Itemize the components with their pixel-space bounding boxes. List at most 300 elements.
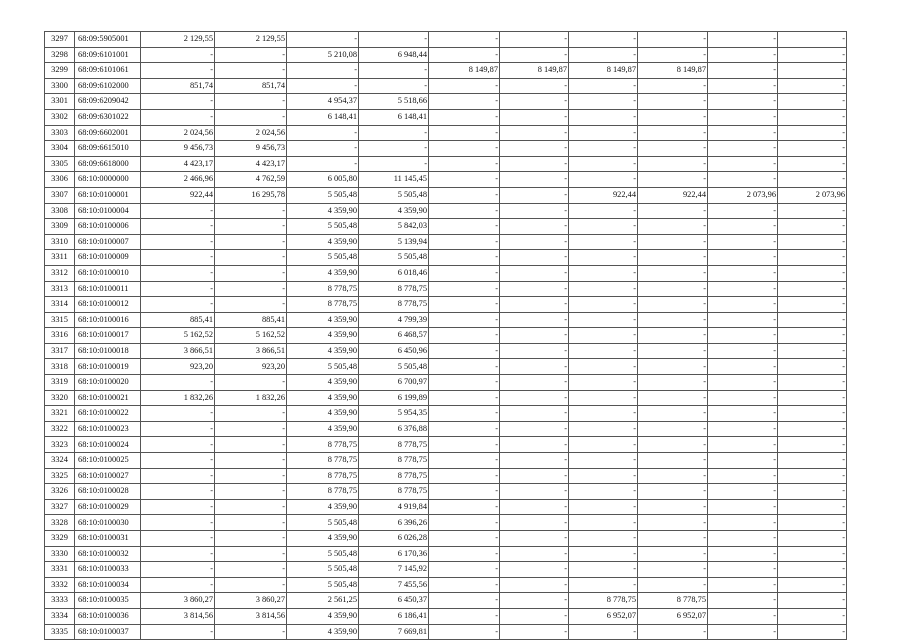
value-cell: - — [429, 125, 500, 141]
value-cell: - — [500, 281, 569, 297]
value-cell: - — [429, 187, 500, 203]
value-cell: - — [500, 265, 569, 281]
value-cell: 4 359,90 — [287, 624, 359, 640]
value-cell: 8 778,75 — [359, 437, 429, 453]
value-cell: 8 778,75 — [359, 297, 429, 313]
value-cell: - — [569, 94, 638, 110]
value-cell: - — [429, 281, 500, 297]
value-cell: - — [141, 203, 215, 219]
value-cell: - — [638, 359, 708, 375]
value-cell: 922,44 — [141, 187, 215, 203]
value-cell: 3 814,56 — [141, 608, 215, 624]
value-cell: - — [778, 63, 847, 79]
value-cell: - — [215, 499, 287, 515]
row-number-cell: 3327 — [45, 499, 75, 515]
value-cell: - — [500, 593, 569, 609]
row-number-cell: 3303 — [45, 125, 75, 141]
value-cell: - — [638, 562, 708, 578]
value-cell: - — [141, 63, 215, 79]
value-cell: - — [500, 141, 569, 157]
value-cell: - — [429, 328, 500, 344]
value-cell: - — [429, 47, 500, 63]
value-cell: - — [708, 141, 778, 157]
value-cell: - — [569, 468, 638, 484]
value-cell: 8 778,75 — [287, 297, 359, 313]
value-cell: - — [638, 32, 708, 48]
value-cell: - — [708, 453, 778, 469]
value-cell: - — [569, 156, 638, 172]
value-cell: - — [638, 437, 708, 453]
table-body — [45, 32, 847, 640]
value-cell: - — [778, 297, 847, 313]
value-cell: - — [708, 593, 778, 609]
cadastral-code-cell: 68:10:0100028 — [75, 484, 141, 500]
table-row — [45, 624, 847, 640]
value-cell: - — [778, 390, 847, 406]
value-cell: 8 778,75 — [359, 468, 429, 484]
value-cell: - — [778, 546, 847, 562]
value-cell: - — [638, 265, 708, 281]
value-cell: - — [708, 250, 778, 266]
table-row — [45, 187, 847, 203]
table-row — [45, 484, 847, 500]
value-cell: - — [569, 437, 638, 453]
value-cell: - — [708, 577, 778, 593]
value-cell: - — [708, 281, 778, 297]
value-cell: - — [429, 297, 500, 313]
value-cell: - — [708, 515, 778, 531]
table-row — [45, 343, 847, 359]
cadastral-code-cell: 68:10:0100006 — [75, 219, 141, 235]
value-cell: - — [429, 562, 500, 578]
value-cell: - — [500, 328, 569, 344]
value-cell: 8 778,75 — [287, 484, 359, 500]
value-cell: - — [708, 109, 778, 125]
row-number-cell: 3320 — [45, 390, 75, 406]
value-cell: - — [215, 375, 287, 391]
value-cell: - — [141, 406, 215, 422]
value-cell: - — [500, 234, 569, 250]
value-cell: - — [141, 437, 215, 453]
value-cell: - — [429, 312, 500, 328]
value-cell: 6 952,07 — [638, 608, 708, 624]
value-cell: 4 762,59 — [215, 172, 287, 188]
cadastral-code-cell: 68:10:0100004 — [75, 203, 141, 219]
value-cell: - — [359, 141, 429, 157]
value-cell: 5 505,48 — [287, 359, 359, 375]
value-cell: - — [778, 359, 847, 375]
value-cell: - — [708, 531, 778, 547]
value-cell: - — [569, 484, 638, 500]
value-cell: 5 505,48 — [287, 562, 359, 578]
value-cell: - — [569, 515, 638, 531]
value-cell: - — [215, 562, 287, 578]
value-cell: - — [141, 624, 215, 640]
value-cell: 2 561,25 — [287, 593, 359, 609]
value-cell: - — [708, 265, 778, 281]
value-cell: 8 778,75 — [287, 468, 359, 484]
value-cell: 6 396,26 — [359, 515, 429, 531]
value-cell: - — [708, 484, 778, 500]
value-cell: 4 359,90 — [287, 375, 359, 391]
value-cell: 2 024,56 — [141, 125, 215, 141]
value-cell: 8 778,75 — [287, 453, 359, 469]
value-cell: - — [429, 546, 500, 562]
value-cell: - — [708, 546, 778, 562]
value-cell: - — [500, 484, 569, 500]
value-cell: - — [638, 156, 708, 172]
cadastral-code-cell: 68:10:0100030 — [75, 515, 141, 531]
value-cell: 8 149,87 — [429, 63, 500, 79]
value-cell: 6 468,57 — [359, 328, 429, 344]
row-number-cell: 3311 — [45, 250, 75, 266]
row-number-cell: 3305 — [45, 156, 75, 172]
table-row — [45, 78, 847, 94]
value-cell: 5 842,03 — [359, 219, 429, 235]
value-cell: 2 073,96 — [708, 187, 778, 203]
cadastral-code-cell: 68:10:0100021 — [75, 390, 141, 406]
value-cell: - — [215, 484, 287, 500]
table-row — [45, 219, 847, 235]
value-cell: - — [429, 499, 500, 515]
value-cell: 6 148,41 — [359, 109, 429, 125]
value-cell: - — [638, 499, 708, 515]
value-cell: - — [500, 562, 569, 578]
cadastral-code-cell: 68:10:0100022 — [75, 406, 141, 422]
value-cell: - — [708, 421, 778, 437]
value-cell: - — [569, 562, 638, 578]
value-cell: - — [569, 359, 638, 375]
table-row — [45, 109, 847, 125]
value-cell: - — [708, 234, 778, 250]
value-cell: - — [708, 47, 778, 63]
value-cell: 4 359,90 — [287, 343, 359, 359]
value-cell: - — [429, 608, 500, 624]
value-cell: 3 866,51 — [141, 343, 215, 359]
value-cell: - — [215, 109, 287, 125]
value-cell: 5 505,48 — [359, 359, 429, 375]
value-cell: - — [569, 375, 638, 391]
value-cell: - — [429, 234, 500, 250]
value-cell: - — [215, 406, 287, 422]
value-cell: - — [569, 109, 638, 125]
value-cell: - — [778, 265, 847, 281]
cadastral-code-cell: 68:10:0100027 — [75, 468, 141, 484]
value-cell: 8 778,75 — [287, 281, 359, 297]
value-cell: - — [287, 141, 359, 157]
value-cell: 851,74 — [215, 78, 287, 94]
value-cell: - — [141, 47, 215, 63]
value-cell: - — [778, 453, 847, 469]
value-cell: - — [141, 250, 215, 266]
value-cell: - — [500, 375, 569, 391]
value-cell: 5 162,52 — [215, 328, 287, 344]
cadastral-code-cell: 68:10:0100032 — [75, 546, 141, 562]
table-row — [45, 234, 847, 250]
value-cell: - — [778, 515, 847, 531]
value-cell: 6 700,97 — [359, 375, 429, 391]
value-cell: - — [569, 219, 638, 235]
value-cell: - — [141, 297, 215, 313]
value-cell: - — [359, 78, 429, 94]
row-number-cell: 3300 — [45, 78, 75, 94]
value-cell: - — [500, 437, 569, 453]
value-cell: 16 295,78 — [215, 187, 287, 203]
row-number-cell: 3334 — [45, 608, 75, 624]
value-cell: - — [500, 421, 569, 437]
value-cell: - — [429, 109, 500, 125]
value-cell: 3 860,27 — [215, 593, 287, 609]
value-cell: 5 505,48 — [287, 187, 359, 203]
value-cell: 5 954,35 — [359, 406, 429, 422]
value-cell: 5 210,08 — [287, 47, 359, 63]
value-cell: 2 129,55 — [215, 32, 287, 48]
value-cell: 8 149,87 — [569, 63, 638, 79]
value-cell: - — [359, 156, 429, 172]
value-cell: 8 778,75 — [638, 593, 708, 609]
cadastral-code-cell: 68:10:0100025 — [75, 453, 141, 469]
table-row — [45, 468, 847, 484]
value-cell: - — [638, 406, 708, 422]
value-cell: 4 359,90 — [287, 608, 359, 624]
value-cell: - — [569, 343, 638, 359]
value-cell: - — [708, 375, 778, 391]
value-cell: - — [141, 281, 215, 297]
value-cell: - — [638, 94, 708, 110]
value-cell: 5 505,48 — [287, 250, 359, 266]
value-cell: - — [429, 437, 500, 453]
value-cell: - — [569, 250, 638, 266]
cadastral-code-cell: 68:10:0100036 — [75, 608, 141, 624]
cadastral-code-cell: 68:09:6101061 — [75, 63, 141, 79]
value-cell: 8 778,75 — [287, 437, 359, 453]
value-cell: - — [359, 125, 429, 141]
value-cell: - — [500, 515, 569, 531]
value-cell: - — [141, 265, 215, 281]
value-cell: - — [569, 328, 638, 344]
value-cell: - — [708, 468, 778, 484]
value-cell: 8 778,75 — [359, 453, 429, 469]
value-cell: - — [500, 297, 569, 313]
value-cell: - — [429, 593, 500, 609]
row-number-cell: 3307 — [45, 187, 75, 203]
cadastral-code-cell: 68:10:0100034 — [75, 577, 141, 593]
value-cell: - — [141, 219, 215, 235]
value-cell: 8 778,75 — [359, 281, 429, 297]
cadastral-code-cell: 68:10:0100031 — [75, 531, 141, 547]
value-cell: - — [500, 624, 569, 640]
value-cell: - — [569, 453, 638, 469]
value-cell: 4 359,90 — [287, 328, 359, 344]
value-cell: - — [638, 47, 708, 63]
value-cell: 4 359,90 — [287, 203, 359, 219]
value-cell: - — [638, 390, 708, 406]
row-number-cell: 3326 — [45, 484, 75, 500]
table-row — [45, 172, 847, 188]
row-number-cell: 3321 — [45, 406, 75, 422]
value-cell: - — [359, 63, 429, 79]
table-row — [45, 94, 847, 110]
value-cell: - — [500, 468, 569, 484]
value-cell: - — [638, 375, 708, 391]
row-number-cell: 3328 — [45, 515, 75, 531]
value-cell: - — [778, 47, 847, 63]
value-cell: - — [708, 125, 778, 141]
value-cell: - — [778, 484, 847, 500]
value-cell: - — [778, 624, 847, 640]
table-row — [45, 593, 847, 609]
value-cell: - — [638, 421, 708, 437]
value-cell: 8 778,75 — [569, 593, 638, 609]
value-cell: - — [500, 531, 569, 547]
value-cell: - — [708, 406, 778, 422]
value-cell: - — [569, 47, 638, 63]
value-cell: - — [708, 562, 778, 578]
value-cell: - — [141, 499, 215, 515]
value-cell: - — [500, 453, 569, 469]
value-cell: - — [500, 546, 569, 562]
value-cell: - — [778, 608, 847, 624]
table-row — [45, 156, 847, 172]
cadastral-code-cell: 68:10:0100035 — [75, 593, 141, 609]
value-cell: - — [778, 125, 847, 141]
cadastral-code-cell: 68:10:0100023 — [75, 421, 141, 437]
cadastral-code-cell: 68:10:0100018 — [75, 343, 141, 359]
value-cell: - — [500, 343, 569, 359]
cadastral-code-cell: 68:10:0100017 — [75, 328, 141, 344]
value-cell: 4 954,37 — [287, 94, 359, 110]
row-number-cell: 3324 — [45, 453, 75, 469]
value-cell: 5 505,48 — [287, 546, 359, 562]
value-cell: 8 149,87 — [500, 63, 569, 79]
table-row — [45, 312, 847, 328]
row-number-cell: 3297 — [45, 32, 75, 48]
value-cell: 4 919,84 — [359, 499, 429, 515]
value-cell: - — [215, 94, 287, 110]
value-cell: - — [708, 172, 778, 188]
value-cell: 5 505,48 — [287, 219, 359, 235]
value-cell: - — [215, 515, 287, 531]
value-cell: - — [778, 78, 847, 94]
value-cell: - — [429, 577, 500, 593]
value-cell: - — [429, 624, 500, 640]
value-cell: 4 359,90 — [359, 203, 429, 219]
value-cell: - — [500, 187, 569, 203]
value-cell: - — [500, 406, 569, 422]
row-number-cell: 3325 — [45, 468, 75, 484]
value-cell: - — [429, 359, 500, 375]
table-row — [45, 281, 847, 297]
value-cell: - — [141, 421, 215, 437]
value-cell: 5 505,48 — [287, 515, 359, 531]
value-cell: 11 145,45 — [359, 172, 429, 188]
value-cell: - — [708, 63, 778, 79]
value-cell: - — [569, 281, 638, 297]
value-cell: - — [708, 156, 778, 172]
value-cell: - — [638, 484, 708, 500]
value-cell: - — [708, 312, 778, 328]
value-cell: 885,41 — [141, 312, 215, 328]
value-cell: 923,20 — [141, 359, 215, 375]
value-cell: 6 952,07 — [569, 608, 638, 624]
row-number-cell: 3308 — [45, 203, 75, 219]
value-cell: - — [569, 577, 638, 593]
value-cell: - — [429, 421, 500, 437]
table-row — [45, 328, 847, 344]
table-row — [45, 531, 847, 547]
value-cell: - — [215, 234, 287, 250]
value-cell: 2 073,96 — [778, 187, 847, 203]
row-number-cell: 3317 — [45, 343, 75, 359]
cadastral-code-cell: 68:10:0100033 — [75, 562, 141, 578]
value-cell: - — [778, 328, 847, 344]
value-cell: - — [708, 297, 778, 313]
value-cell: 6 450,96 — [359, 343, 429, 359]
value-cell: - — [215, 47, 287, 63]
value-cell: - — [708, 328, 778, 344]
value-cell: 7 145,92 — [359, 562, 429, 578]
value-cell: - — [141, 375, 215, 391]
value-cell: - — [500, 577, 569, 593]
value-cell: 4 423,17 — [215, 156, 287, 172]
value-cell: - — [215, 265, 287, 281]
value-cell: - — [638, 141, 708, 157]
row-number-cell: 3315 — [45, 312, 75, 328]
value-cell: 9 456,73 — [141, 141, 215, 157]
value-cell: 5 505,48 — [359, 187, 429, 203]
value-cell: - — [569, 32, 638, 48]
value-cell: - — [215, 577, 287, 593]
value-cell: - — [569, 421, 638, 437]
value-cell: - — [215, 531, 287, 547]
value-cell: - — [429, 141, 500, 157]
value-cell: - — [500, 499, 569, 515]
value-cell: - — [638, 78, 708, 94]
value-cell: - — [500, 359, 569, 375]
value-cell: - — [638, 297, 708, 313]
value-cell: - — [638, 453, 708, 469]
value-cell: 8 778,75 — [359, 484, 429, 500]
value-cell: - — [500, 94, 569, 110]
row-number-cell: 3331 — [45, 562, 75, 578]
table-row — [45, 437, 847, 453]
table-row — [45, 203, 847, 219]
row-number-cell: 3304 — [45, 141, 75, 157]
value-cell: - — [500, 78, 569, 94]
value-cell: - — [778, 343, 847, 359]
cadastral-code-cell: 68:09:6101001 — [75, 47, 141, 63]
value-cell: - — [778, 499, 847, 515]
row-number-cell: 3309 — [45, 219, 75, 235]
value-cell: 4 423,17 — [141, 156, 215, 172]
cadastral-code-cell: 68:09:5905001 — [75, 32, 141, 48]
value-cell: - — [638, 234, 708, 250]
value-cell: - — [429, 156, 500, 172]
value-cell: - — [429, 94, 500, 110]
value-cell: 5 139,94 — [359, 234, 429, 250]
cadastral-code-cell: 68:10:0100016 — [75, 312, 141, 328]
value-cell: 4 359,90 — [287, 390, 359, 406]
value-cell: - — [708, 203, 778, 219]
row-number-cell: 3319 — [45, 375, 75, 391]
value-cell: - — [708, 219, 778, 235]
value-cell: - — [778, 172, 847, 188]
value-cell: - — [638, 203, 708, 219]
value-cell: - — [638, 281, 708, 297]
value-cell: - — [215, 468, 287, 484]
value-cell: - — [215, 624, 287, 640]
table-row — [45, 32, 847, 48]
